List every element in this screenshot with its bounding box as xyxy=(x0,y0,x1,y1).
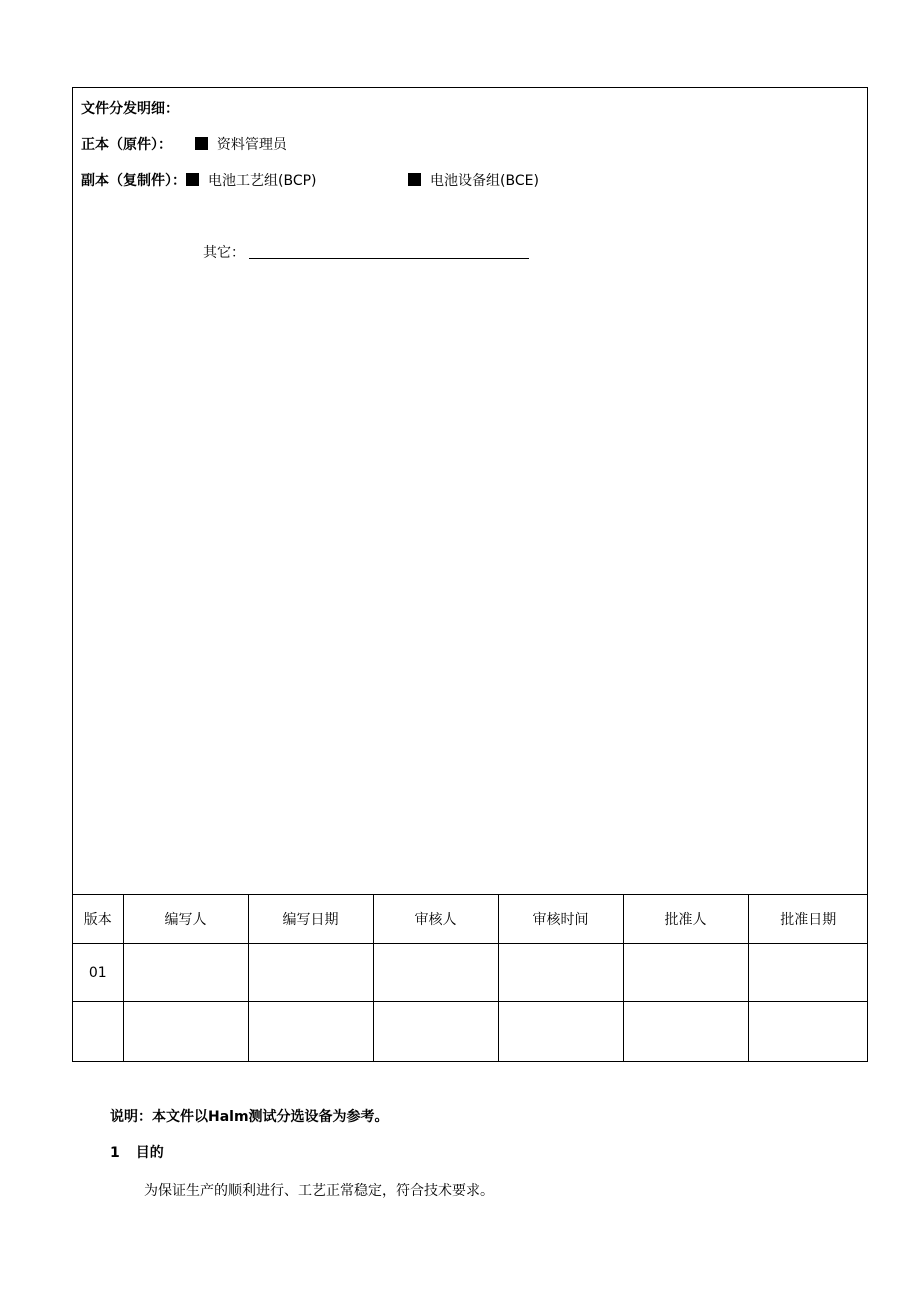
other-row xyxy=(203,244,529,262)
original-label: 正本（原件）： xyxy=(81,137,172,153)
table-cell xyxy=(498,944,623,1002)
original-item: 资料管理员 xyxy=(216,137,287,153)
table-cell xyxy=(623,944,748,1002)
table-cell xyxy=(123,1002,248,1062)
other-blank-line xyxy=(249,244,529,259)
header-cell: 版本 xyxy=(73,895,123,944)
table-cell xyxy=(748,944,868,1002)
table-cell xyxy=(623,1002,748,1062)
table-cell xyxy=(248,1002,373,1062)
distribution-section xyxy=(81,88,861,894)
section-1-text: 为保证生产的顺利进行、工艺正常稳定，符合技术要求。 xyxy=(144,1183,494,1199)
table-cell xyxy=(248,944,373,1002)
checked-box-icon xyxy=(195,137,208,150)
table-cell xyxy=(73,1002,123,1062)
copy-item-bcp: 电池工艺组(BCP) xyxy=(208,173,317,189)
table-cell xyxy=(748,1002,868,1062)
checked-box-icon xyxy=(408,173,421,186)
table-cell xyxy=(373,1002,498,1062)
document-frame xyxy=(72,87,868,1062)
header-cell: 审核时间 xyxy=(498,895,623,944)
version-table xyxy=(73,894,868,1062)
other-label: 其它： xyxy=(203,245,245,261)
section-1-number: 1 xyxy=(110,1145,120,1161)
table-row xyxy=(73,944,868,1002)
checked-box-icon xyxy=(186,173,199,186)
table-cell xyxy=(123,944,248,1002)
header-cell: 批准日期 xyxy=(748,895,868,944)
version-table-header xyxy=(73,895,868,944)
note-text: 说明：本文件以Halm测试分选设备为参考。 xyxy=(110,1109,389,1125)
section-1-title: 目的 xyxy=(135,1145,164,1161)
header-cell: 编写人 xyxy=(123,895,248,944)
header-cell: 批准人 xyxy=(623,895,748,944)
header-cell: 编写日期 xyxy=(248,895,373,944)
original-row xyxy=(81,136,287,154)
table-cell xyxy=(498,1002,623,1062)
header-cell: 审核人 xyxy=(373,895,498,944)
copy-item-bce: 电池设备组(BCE) xyxy=(430,173,539,189)
section-1-heading xyxy=(110,1144,164,1162)
copy-row xyxy=(81,172,317,190)
table-cell: 01 xyxy=(73,944,123,1002)
copy-label: 副本（复制件）： xyxy=(81,173,186,189)
distribution-heading: 文件分发明细： xyxy=(81,101,179,117)
table-row xyxy=(73,1002,868,1062)
copy-item-bce-wrap xyxy=(408,172,539,190)
table-cell xyxy=(373,944,498,1002)
